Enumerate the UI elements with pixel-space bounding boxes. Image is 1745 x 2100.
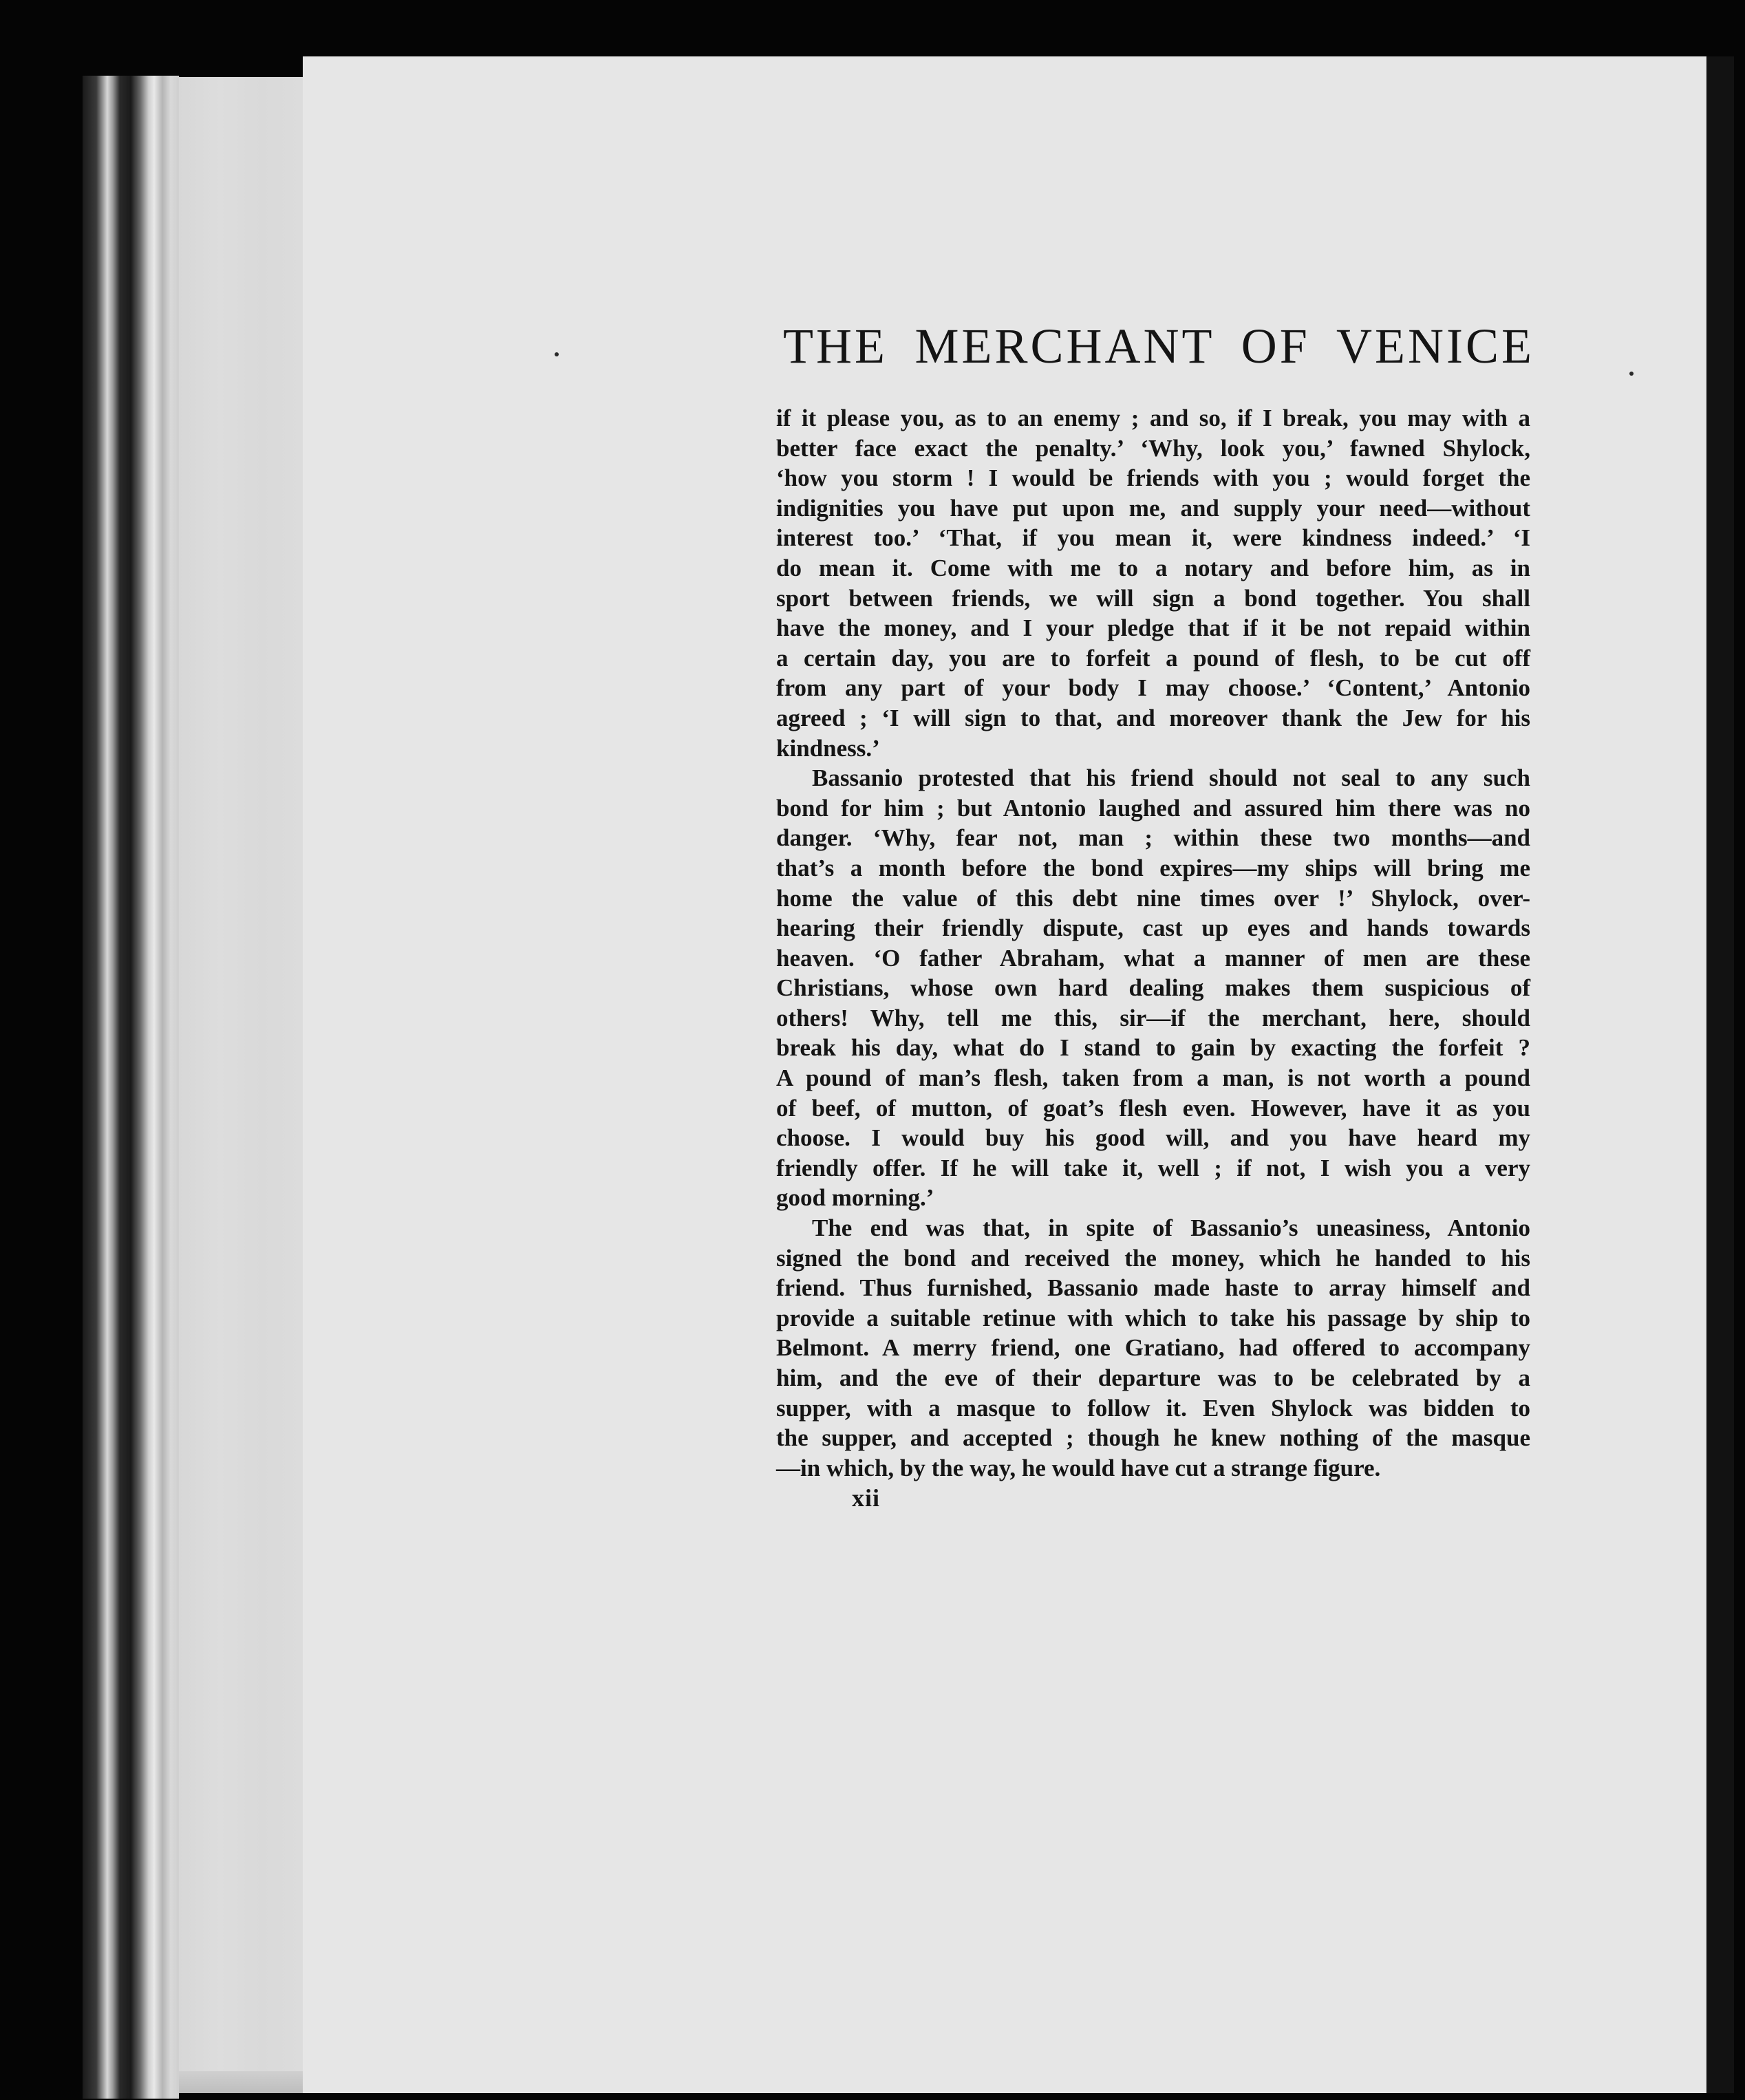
text-line: supper, with a masque to follow it. Even Shylock was bidden to bbox=[776, 1394, 1530, 1422]
text-line: better face exact the penalty.’ ‘Why, look you,’ fawned Shylock, bbox=[776, 434, 1530, 462]
page-right-border bbox=[1706, 56, 1734, 2093]
book-binding bbox=[83, 76, 179, 2099]
text-line: of beef, of mutton, of goat’s flesh even. However, have it as you bbox=[776, 1094, 1530, 1122]
text-line: indignities you have put upon me, and supply your need—without bbox=[776, 494, 1530, 522]
body-text bbox=[776, 403, 1530, 1483]
text-line: heaven. ‘O father Abraham, what a manner of men are these bbox=[776, 944, 1530, 972]
text-line: Bassanio protested that his friend should not seal to any such bbox=[812, 764, 1530, 792]
text-line: hearing their friendly dispute, cast up eyes and hands towards bbox=[776, 914, 1530, 942]
text-line: interest too.’ ‘That, if you mean it, were kindness indeed.’ ‘I bbox=[776, 524, 1530, 552]
text-line: him, and the eve of their departure was to be celebrated by a bbox=[776, 1364, 1530, 1391]
text-line: from any part of your body I may choose.’ ‘Content,’ Antonio bbox=[776, 674, 1530, 702]
text-line: a certain day, you are to forfeit a pound of flesh, to be cut off bbox=[776, 644, 1530, 672]
text-line: choose. I would buy his good will, and you have heard my bbox=[776, 1124, 1530, 1152]
text-line: home the value of this debt nine times over !’ Shylock, over- bbox=[776, 884, 1530, 912]
text-line: if it please you, as to an enemy ; and so, if I break, you may with a bbox=[776, 405, 1530, 431]
text-line: others! Why, tell me this, sir—if the merchant, here, should bbox=[776, 1004, 1530, 1031]
text-line: agreed ; ‘I will sign to that, and moreover thank the Jew for his bbox=[776, 704, 1530, 731]
text-line: kindness.’ bbox=[776, 734, 880, 762]
text-line: have the money, and I your pledge that if it be not repaid within bbox=[776, 614, 1530, 642]
text-line: friendly offer. If he will take it, well ; if not, I wish you a very bbox=[776, 1154, 1530, 1181]
text-line: that’s a month before the bond expires—my ships will bring me bbox=[776, 854, 1530, 881]
text-line: provide a suitable retinue with which to take his passage by ship to bbox=[776, 1304, 1530, 1331]
text-line: sport between friends, we will sign a bond together. You shall bbox=[776, 584, 1530, 612]
text-line: A pound of man’s flesh, taken from a man, is not worth a pound bbox=[776, 1064, 1530, 1092]
text-line: signed the bond and received the money, which he handed to his bbox=[776, 1244, 1530, 1272]
text-line: Belmont. A merry friend, one Gratiano, had offered to accompany bbox=[776, 1334, 1530, 1362]
paper-speck bbox=[555, 352, 559, 356]
text-line: —in which, by the way, he would have cut a strange figure. bbox=[776, 1454, 1381, 1481]
text-line: danger. ‘Why, fear not, man ; within these two months—and bbox=[776, 824, 1530, 852]
text-line: friend. Thus furnished, Bassanio made haste to array himself and bbox=[776, 1274, 1530, 1302]
running-title: THE MERCHANT OF VENICE bbox=[783, 319, 1534, 374]
page-edges bbox=[179, 77, 303, 2093]
text-line: ‘how you storm ! I would be friends with you ; would forget the bbox=[776, 464, 1530, 492]
text-line: good morning.’ bbox=[776, 1184, 934, 1212]
page-number: xii bbox=[852, 1484, 881, 1512]
paper-speck bbox=[1629, 372, 1634, 376]
text-line: The end was that, in spite of Bassanio’s uneasiness, Antonio bbox=[812, 1214, 1530, 1242]
text-line: the supper, and accepted ; though he knew nothing of the masque bbox=[776, 1424, 1530, 1452]
text-line: Christians, whose own hard dealing makes them suspicious of bbox=[776, 974, 1530, 1002]
text-line: break his day, what do I stand to gain by exacting the forfeit ? bbox=[776, 1034, 1530, 1062]
text-line: do mean it. Come with me to a notary and before him, as in bbox=[776, 554, 1530, 581]
text-line: bond for him ; but Antonio laughed and assured him there was no bbox=[776, 794, 1530, 822]
